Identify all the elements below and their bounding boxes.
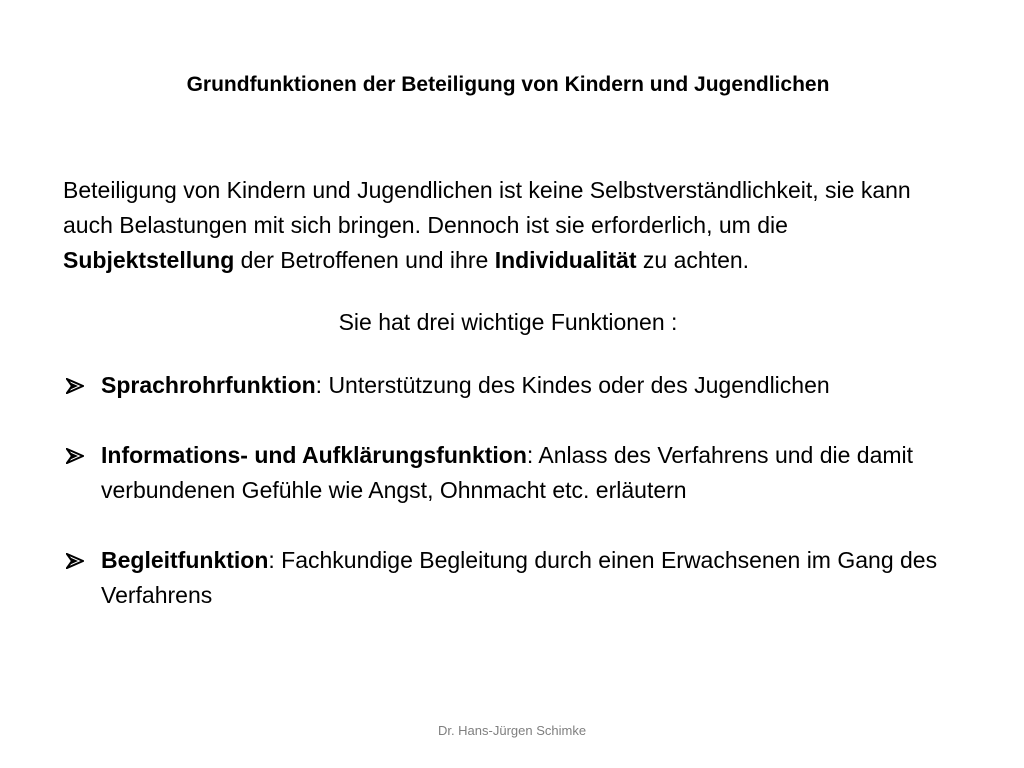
- bullet-text: : Fachkundige Begleitung durch einen Erwachsenen im Gang des Verfahrens: [101, 547, 938, 608]
- intro-bold-subjektstellung: Subjektstellung: [63, 247, 235, 273]
- bullet-term: Informations- und Aufklärungsfunktion: [101, 442, 527, 468]
- bullet-text: : Unterstützung des Kindes oder des Jugendlichen: [315, 372, 830, 398]
- list-item: [63, 368, 963, 403]
- list-item: [63, 543, 963, 613]
- intro-text-2: der Betroffenen und ihre: [234, 247, 495, 273]
- slide-title: Grundfunktionen der Beteiligung von Kindern und Jugendlichen: [186, 73, 830, 96]
- intro-text-1: Beteiligung von Kindern und Jugendlichen ist keine Selbstverständlichkeit, sie kann auch Belastungen mit sich bringen. Dennoch ist sie erforderlich, um die: [63, 177, 911, 238]
- intro-paragraph: [63, 173, 963, 278]
- intro-text-3: zu achten.: [636, 247, 750, 273]
- arrow-bullet-icon: [66, 378, 84, 394]
- slide-body: [63, 173, 963, 613]
- functions-subtitle: Sie hat drei wichtige Funktionen :: [338, 309, 678, 335]
- functions-list: [63, 368, 963, 613]
- bullet-term: Sprachrohrfunktion: [101, 372, 316, 398]
- intro-bold-individualitaet: Individualität: [494, 247, 637, 273]
- arrow-bullet-icon: [66, 553, 84, 569]
- list-item: [63, 438, 963, 508]
- footer-author: Dr. Hans-Jürgen Schimke: [437, 723, 587, 738]
- arrow-bullet-icon: [66, 448, 84, 464]
- bullet-term: Begleitfunktion: [101, 547, 269, 573]
- bullet-text: : Anlass des Verfahrens und die damit verbundenen Gefühle wie Angst, Ohnmacht etc. erläutern: [101, 442, 914, 503]
